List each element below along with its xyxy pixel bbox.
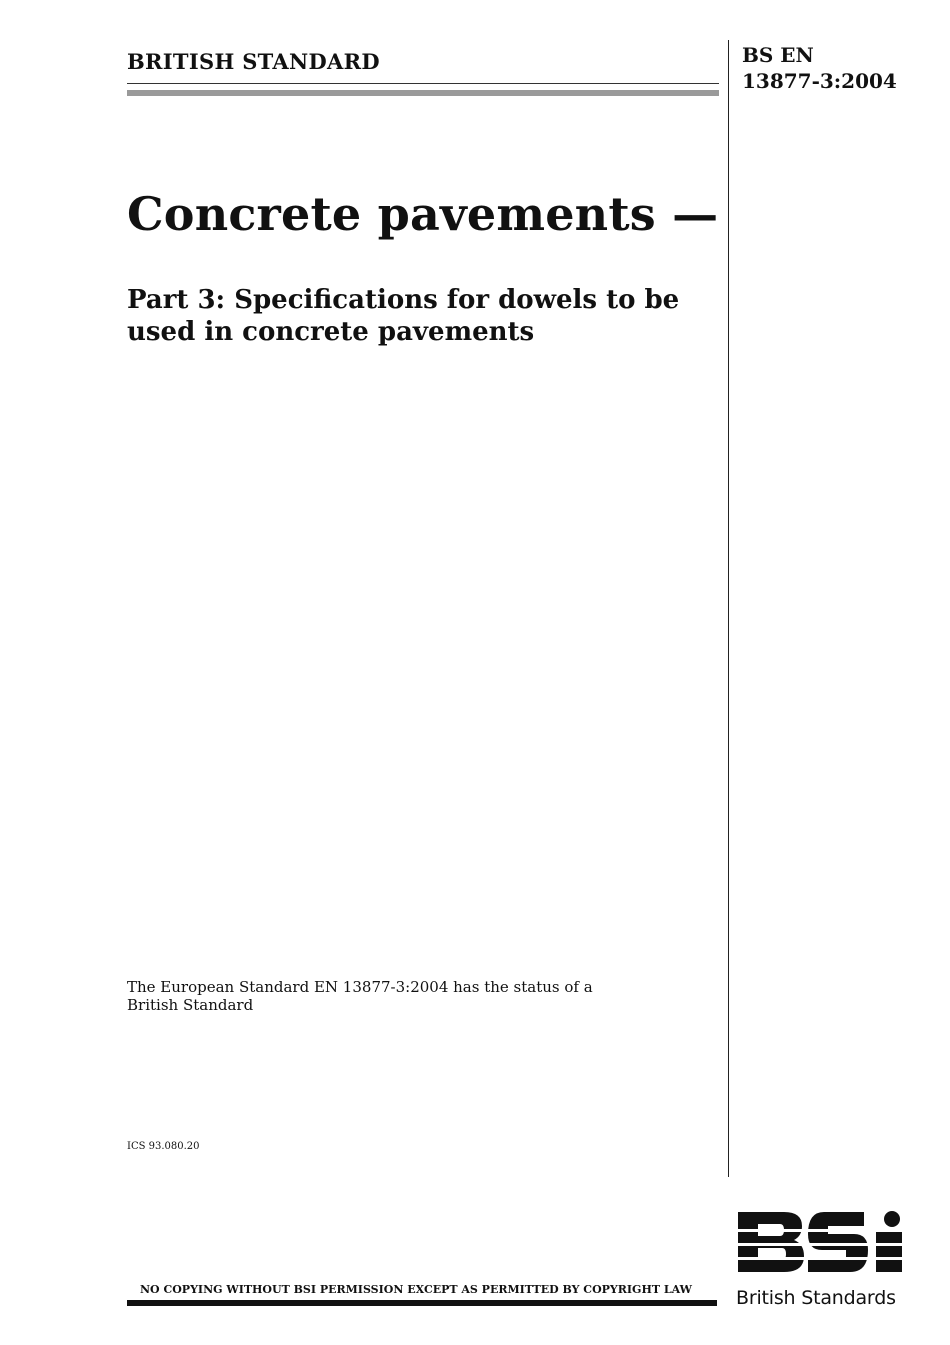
document-number-line-1: BS EN [742, 43, 814, 67]
header-thin-rule [127, 83, 719, 84]
footer-rule [127, 1300, 717, 1306]
ics-code: ICS 93.080.20 [127, 1141, 200, 1152]
document-subtitle [127, 284, 717, 348]
status-statement [127, 978, 717, 1014]
subtitle-line-1: Part 3: Specifications for dowels to be [127, 285, 680, 315]
bsi-logo-caption: British Standards [736, 1287, 896, 1309]
vertical-divider [728, 40, 729, 1177]
header-thick-rule [127, 90, 719, 96]
document-title: Concrete pavements — [127, 187, 719, 241]
document-number-line-2: 13877-3:2004 [742, 69, 897, 93]
copyright-notice: NO COPYING WITHOUT BSI PERMISSION EXCEPT AS PERMITTED BY COPYRIGHT LAW [140, 1283, 692, 1296]
subtitle-line-2: used in concrete pavements [127, 317, 535, 347]
document-number [742, 42, 932, 94]
standard-type-label: BRITISH STANDARD [127, 49, 380, 74]
status-line-2: British Standard [127, 996, 254, 1014]
status-line-1: The European Standard EN 13877-3:2004 has the status of a [127, 978, 593, 996]
